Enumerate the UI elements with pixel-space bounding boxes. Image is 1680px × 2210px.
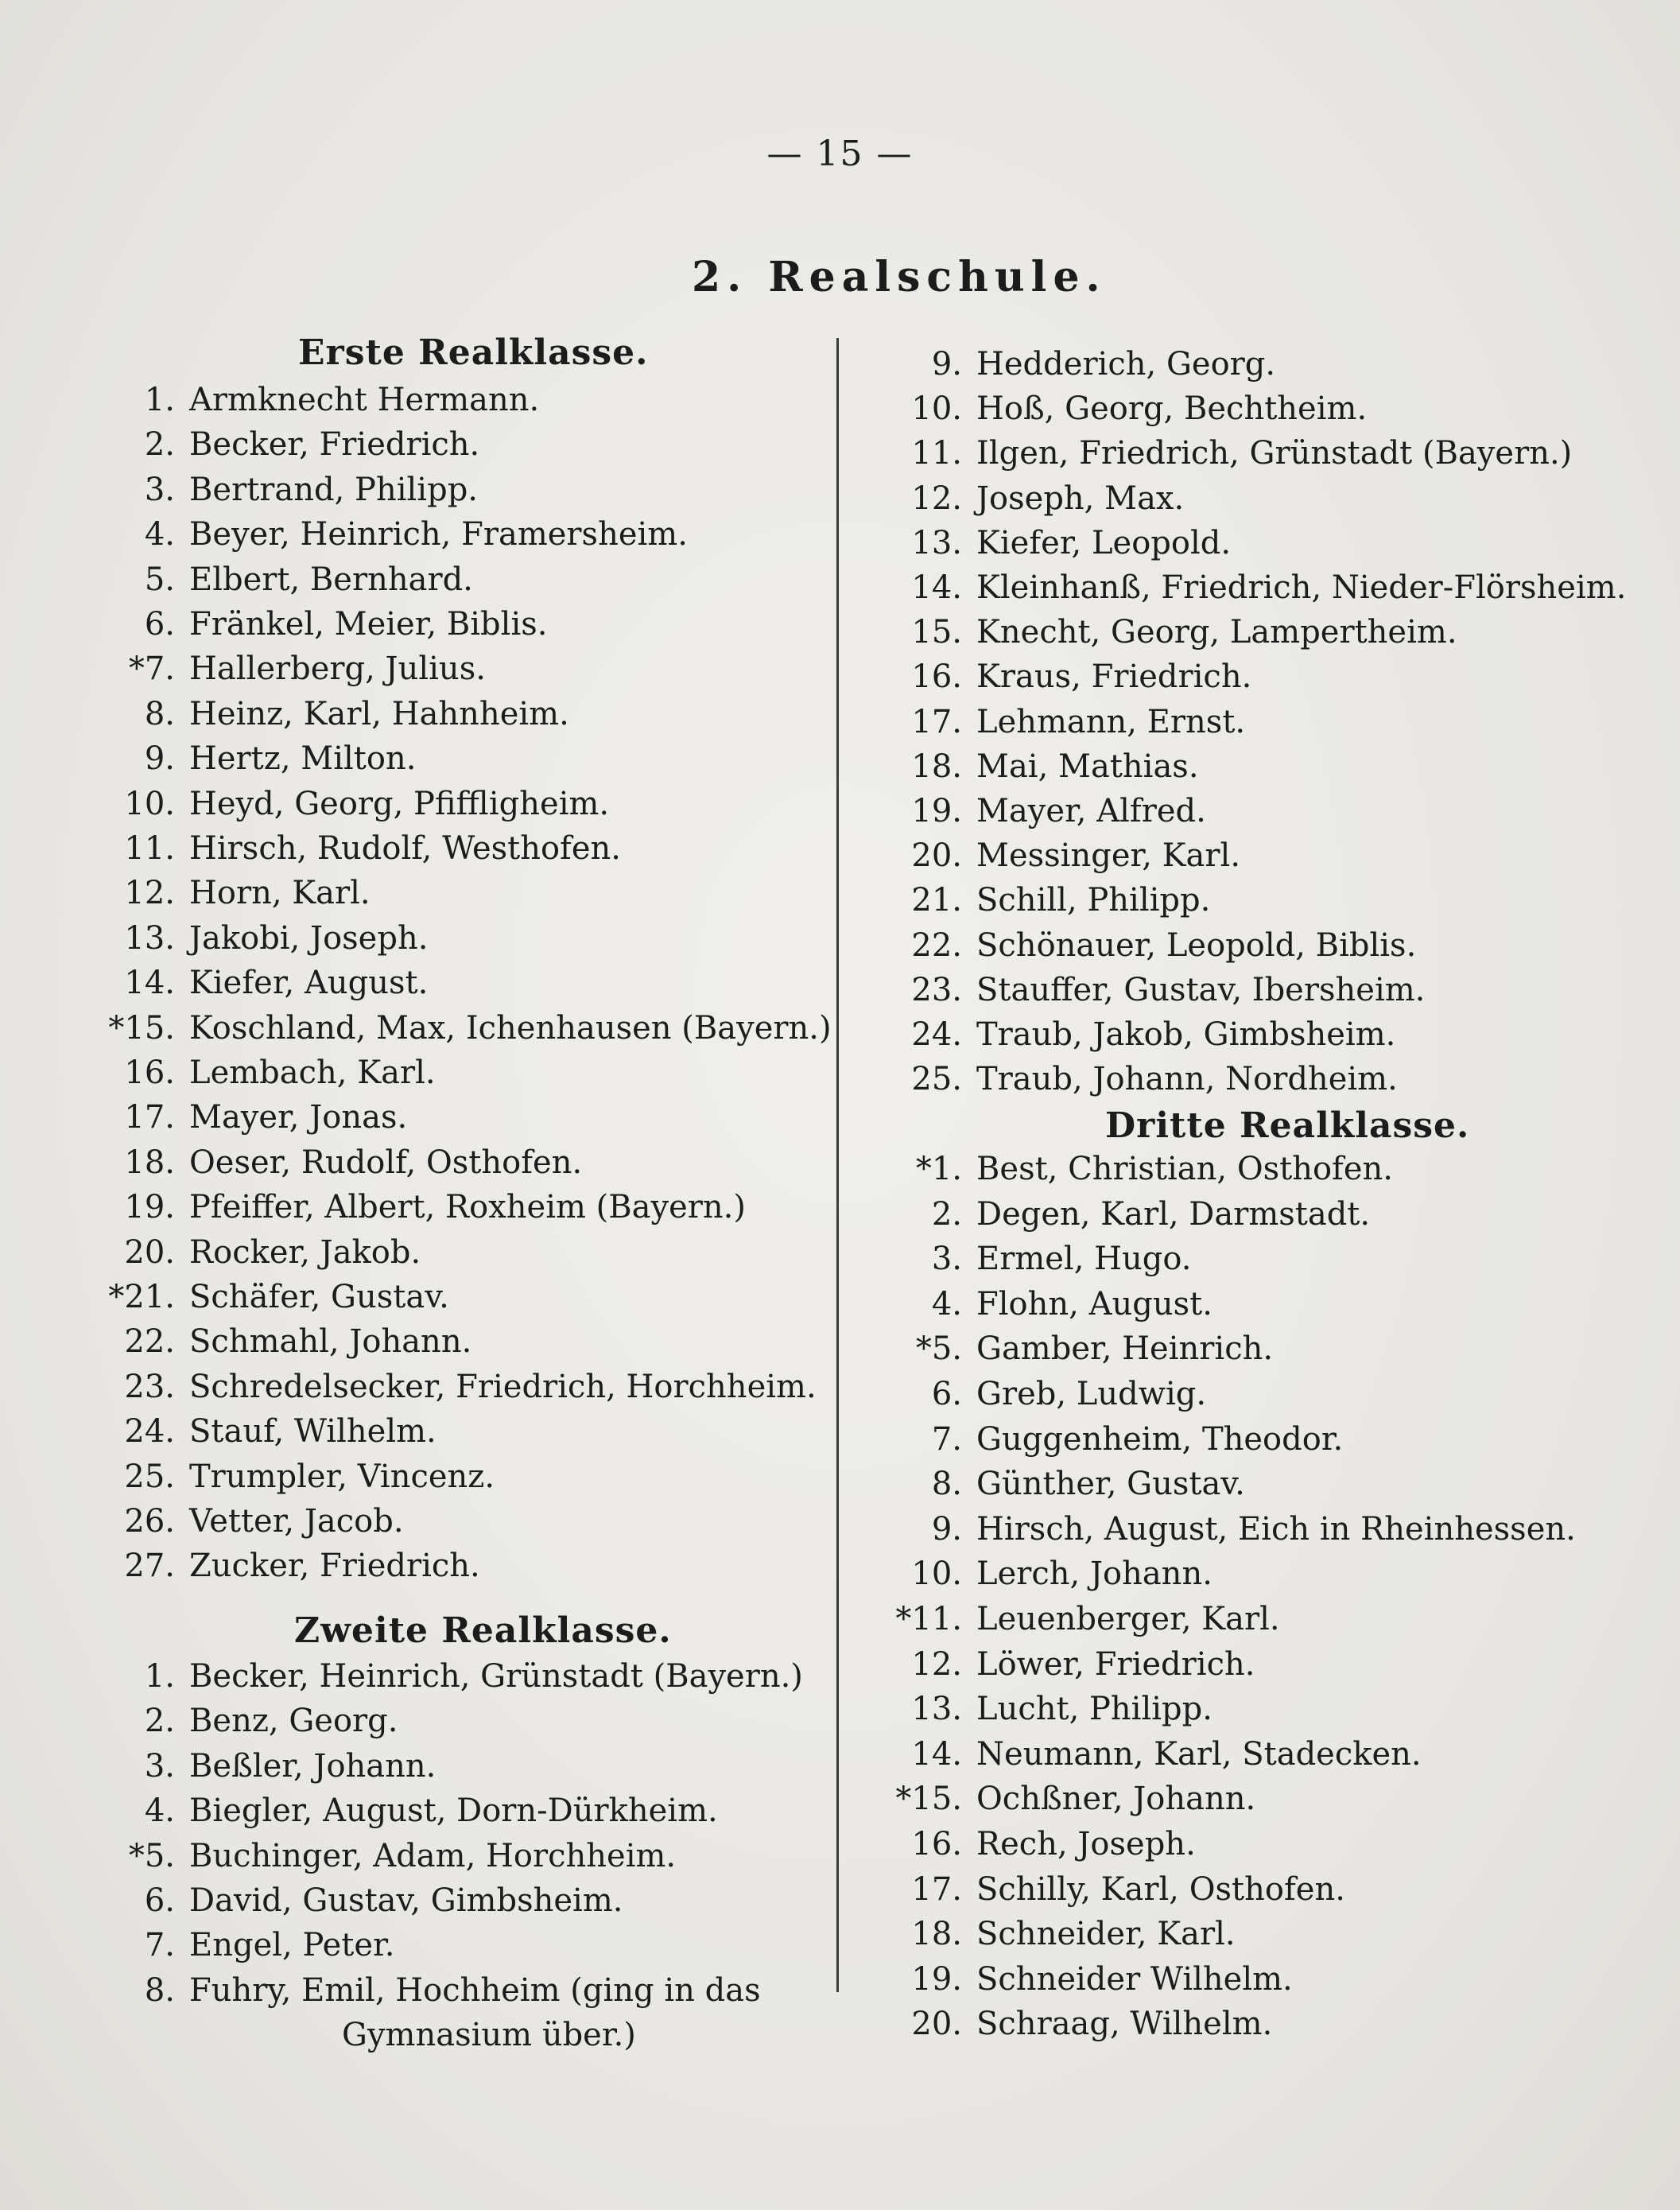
class-heading: Erste Realklasse. [298,332,649,373]
entry-number: 2. [931,1195,962,1233]
entry-number: 11. [911,435,962,472]
list-entry [851,614,1457,651]
entry-text: Schäfer, Gustav. [189,1279,449,1315]
list-entry [851,703,1246,740]
list-entry [851,390,1368,428]
entry-number: 17. [911,1870,962,1908]
list-entry [80,1548,480,1585]
entry-text: Elbert, Bernhard. [189,561,473,598]
entry-number: *7. [128,651,175,688]
entry-text: Hertz, Milton. [189,740,417,778]
entry-number: 7. [144,1927,175,1964]
entry-number: 1. [144,382,175,418]
list-entry [80,426,480,464]
entry-number: 2. [144,426,175,464]
entry-text: Trumpler, Vincenz. [189,1458,495,1495]
entry-number: 8. [931,1466,962,1503]
list-entry [80,1144,583,1181]
entry-number: *5. [915,1330,962,1368]
entry-number: 8. [144,695,175,732]
entry-number: 4. [931,1285,962,1323]
entry-text: Vetter, Jacob. [189,1503,404,1540]
entry-text: Mayer, Jonas. [189,1099,408,1136]
list-entry [851,1016,1396,1053]
entry-number: 11. [124,830,175,867]
entry-number: 27. [124,1548,175,1585]
entry-number: 13. [911,1691,962,1728]
entry-number: 25. [911,1061,962,1098]
entry-text: Bertrand, Philipp. [189,471,479,508]
list-entry [851,346,1276,383]
entry-text: Schredelsecker, Friedrich, Horchheim. [189,1368,817,1405]
list-entry [80,1703,398,1740]
section-title: 2. Realschule. [692,253,1107,301]
list-entry [851,971,1426,1008]
entry-text: Kiefer, Leopold. [976,524,1232,561]
entry-number: 19. [124,1189,175,1226]
list-entry [851,795,1206,827]
entry-text: Kiefer, August. [189,965,429,1002]
list-entry [80,516,688,553]
entry-number: 2. [144,1703,175,1740]
entry-text: Fränkel, Meier, Biblis. [189,606,548,643]
list-entry [80,1837,677,1874]
entry-text: David, Gustav, Gimbsheim. [189,1882,623,1919]
list-entry [851,837,1241,875]
entry-text: Rocker, Jakob. [189,1233,421,1271]
entry-text: Buchinger, Adam, Horchheim. [189,1837,677,1874]
entry-text: Neumann, Karl, Stadecken. [976,1735,1422,1773]
entry-number: 12. [911,480,962,517]
list-entry [851,1153,1393,1185]
list-entry [80,1971,761,2009]
entry-number: 19. [911,1960,962,1998]
entry-number: 9. [931,1510,962,1548]
entry-number: 14. [124,965,175,1002]
entry-text: Beßler, Johann. [189,1747,436,1785]
list-entry [851,658,1252,696]
entry-number: 3. [144,1747,175,1785]
entry-text: Beyer, Heinrich, Framersheim. [189,516,688,553]
list-entry [851,1195,1371,1233]
entry-number: 22. [911,926,962,964]
entry-text: Engel, Peter. [189,1927,395,1964]
entry-number: 16. [911,1826,962,1862]
entry-text: Stauf, Wilhelm. [189,1413,436,1451]
entry-text: Schneider, Karl. [976,1916,1236,1953]
entry-number: 4. [144,1792,175,1830]
list-entry [80,740,417,778]
entry-text: Jakobi, Joseph. [189,919,429,957]
entry-text: Hallerberg, Julius. [189,651,486,688]
entry-text: Schill, Philipp. [976,882,1211,919]
list-entry [80,1233,421,1271]
entry-number: *1. [915,1151,962,1187]
entry-number: 20. [911,2006,962,2043]
entry-text: Degen, Karl, Darmstadt. [976,1195,1371,1233]
entry-number: 8. [144,1971,175,2009]
list-entry [851,1061,1398,1098]
entry-number: 1. [144,1658,175,1695]
column-divider [836,338,839,1992]
entry-text: Schmahl, Johann. [189,1323,472,1361]
entry-number: 5. [144,561,175,598]
entry-number: 6. [144,606,175,643]
entry-text: Fuhry, Emil, Hochheim (ging in das [189,1971,761,2009]
list-entry [80,875,371,912]
entry-number: 6. [144,1882,175,1919]
entry-text: Löwer, Friedrich. [976,1645,1255,1683]
entry-number: 10. [124,785,175,822]
entry-number: *15. [895,1781,962,1818]
entry-number: 9. [931,346,962,383]
entry-text: Pfeiffer, Albert, Roxheim (Bayern.) [189,1189,746,1226]
entry-number: 17. [124,1099,175,1136]
list-entry [851,1828,1196,1860]
entry-number: *11. [895,1601,962,1637]
entry-number: 19. [911,793,962,829]
entry-text: Joseph, Max. [976,480,1185,517]
list-entry [80,1792,718,1830]
entry-text: Becker, Heinrich, Grünstadt (Bayern.) [189,1658,803,1695]
list-entry [80,1099,408,1136]
page-number: — 15 — [766,134,914,174]
list-entry [851,524,1232,561]
list-entry [851,1916,1236,1953]
entry-text: Lerch, Johann. [976,1556,1212,1593]
list-entry [851,1603,1280,1635]
list-entry [80,1882,623,1919]
list-entry [851,1735,1422,1773]
list-entry [851,1691,1212,1728]
entry-number: 15. [911,614,962,651]
list-entry [80,1413,436,1451]
entry-text: Armknecht Hermann. [189,382,540,418]
entry-text: Best, Christian, Osthofen. [976,1151,1394,1187]
entry-text: Leuenberger, Karl. [976,1601,1280,1637]
entry-text: Hedderich, Georg. [976,346,1276,383]
list-entry [80,965,429,1002]
entry-number: *21. [108,1279,175,1315]
entry-number: 12. [124,875,175,912]
entry-text: Flohn, August. [976,1285,1212,1323]
entry-number: 23. [124,1368,175,1405]
list-entry [80,1503,404,1540]
entry-number: 9. [144,740,175,778]
entry-text: Schraag, Wilhelm. [976,2006,1273,2043]
list-entry [851,480,1185,517]
entry-number: 16. [124,1055,175,1091]
entry-number: 17. [911,703,962,740]
entry-number: 12. [911,1645,962,1683]
list-entry [851,435,1573,472]
entry-text: Lehmann, Ernst. [976,703,1246,740]
entry-number: 18. [911,748,962,785]
entry-text: Lembach, Karl. [189,1055,436,1091]
list-entry [80,1189,746,1226]
entry-text: Becker, Friedrich. [189,426,480,464]
list-entry [851,926,1417,964]
entry-text: Hirsch, August, Eich in Rheinhessen. [976,1510,1576,1548]
entry-text: Horn, Karl. [189,875,371,912]
entry-text: Günther, Gustav. [976,1466,1245,1503]
entry-text: Schönauer, Leopold, Biblis. [976,926,1417,964]
list-entry [851,1378,1206,1410]
entry-number: 22. [124,1323,175,1361]
entry-text: Hoß, Georg, Bechtheim. [976,390,1368,428]
entry-text: Heinz, Karl, Hahnheim. [189,695,569,732]
entry-number: 24. [911,1016,962,1053]
entry-text: Ermel, Hugo. [976,1241,1192,1278]
class-heading: Zweite Realklasse. [294,1610,672,1651]
entry-number: 16. [911,658,962,696]
entry-number: 20. [911,837,962,875]
entry-number: 4. [144,516,175,553]
entry-text: Heyd, Georg, Pfiffligheim. [189,785,610,822]
list-entry [80,695,569,732]
class-heading: Dritte Realklasse. [1105,1105,1470,1146]
list-entry [80,1009,832,1047]
entry-number: 7. [931,1420,962,1458]
list-entry [80,561,473,598]
entry-text: Hirsch, Rudolf, Westhofen. [189,830,622,867]
list-entry [80,1323,472,1361]
entry-text: Ochßner, Johann. [976,1781,1256,1818]
entry-text: Zucker, Friedrich. [189,1548,480,1585]
list-entry [851,1285,1212,1323]
list-entry [851,1781,1256,1818]
entry-text: Messinger, Karl. [976,837,1241,875]
entry-number: 10. [911,390,962,428]
entry-number: 26. [124,1503,175,1540]
list-entry [80,1927,395,1964]
entry-text: Benz, Georg. [189,1703,398,1740]
entry-number: 21. [911,882,962,919]
list-entry [80,785,610,822]
list-entry [80,606,548,643]
list-entry [80,919,429,957]
entry-number: 13. [911,524,962,561]
entry-number: 3. [931,1241,962,1278]
entry-text: Oeser, Rudolf, Osthofen. [189,1144,583,1181]
list-entry [80,1368,817,1405]
list-entry [851,2006,1273,2043]
entry-number: *15. [108,1009,175,1047]
entry-number: 20. [124,1233,175,1271]
entry-number: 25. [124,1458,175,1495]
entry-text: Traub, Johann, Nordheim. [976,1061,1398,1098]
entry-text: Mai, Mathias. [976,748,1199,785]
list-entry [851,1870,1345,1908]
list-entry [80,1747,436,1785]
entry-text: Knecht, Georg, Lampertheim. [976,614,1457,651]
list-entry [80,1057,436,1089]
entry-text: Lucht, Philipp. [976,1691,1212,1728]
list-entry [851,1645,1255,1683]
entry-number: 14. [911,1735,962,1773]
entry-number: 18. [124,1144,175,1181]
list-entry [80,1658,803,1695]
entry-text: Gamber, Heinrich. [976,1330,1274,1368]
list-entry [851,1960,1293,1998]
entry-text: Schilly, Karl, Osthofen. [976,1870,1345,1908]
list-entry [851,569,1627,606]
entry-text: Mayer, Alfred. [976,793,1206,829]
list-entry [851,882,1211,919]
list-entry [851,1510,1576,1548]
list-entry [851,1241,1192,1278]
entry-number: 14. [911,569,962,606]
entry-number: 6. [931,1376,962,1412]
list-entry [80,1458,495,1495]
list-entry [80,384,539,416]
list-entry [851,1420,1344,1458]
entry-text: Ilgen, Friedrich, Grünstadt (Bayern.) [976,435,1573,472]
entry-text: Biegler, August, Dorn-Dürkheim. [189,1792,718,1830]
list-entry [851,1466,1245,1503]
entry-text: Traub, Jakob, Gimbsheim. [976,1016,1396,1053]
entry-continuation: Gymnasium über.) [342,2017,636,2054]
entry-number: 3. [144,471,175,508]
entry-number: 23. [911,971,962,1008]
entry-number: *5. [128,1837,175,1874]
entry-text: Kleinhanß, Friedrich, Nieder-Flörsheim. [976,569,1627,606]
list-entry [851,748,1199,785]
list-entry [80,471,479,508]
list-entry [80,830,622,867]
entry-text: Greb, Ludwig. [976,1376,1207,1412]
entry-text: Kraus, Friedrich. [976,658,1252,696]
list-entry [80,1281,449,1313]
entry-text: Koschland, Max, Ichenhausen (Bayern.) [189,1009,832,1047]
entry-text: Stauffer, Gustav, Ibersheim. [976,971,1426,1008]
entry-number: 10. [911,1556,962,1593]
entry-text: Schneider Wilhelm. [976,1960,1293,1998]
entry-text: Rech, Joseph. [976,1826,1196,1862]
list-entry [80,651,486,688]
entry-text: Guggenheim, Theodor. [976,1420,1344,1458]
entry-number: 24. [124,1413,175,1451]
list-entry [851,1330,1274,1368]
list-entry [851,1556,1212,1593]
entry-number: 18. [911,1916,962,1953]
entry-number: 13. [124,919,175,957]
